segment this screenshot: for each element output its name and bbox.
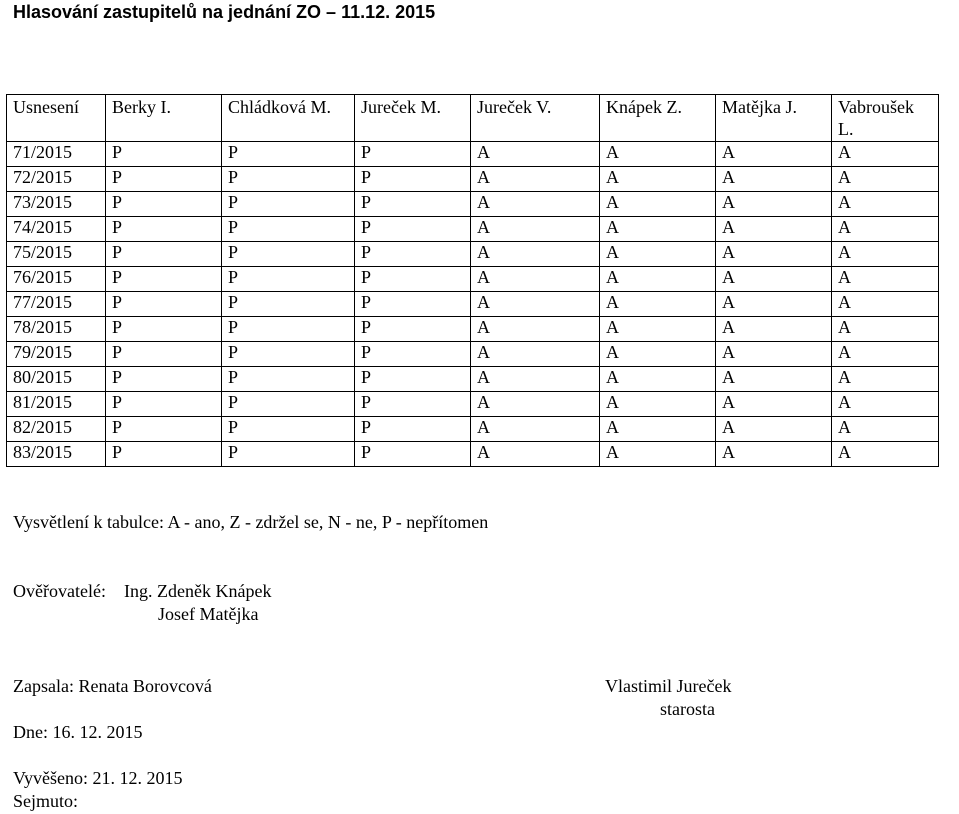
table-row bbox=[7, 367, 939, 392]
vote-cell: A bbox=[600, 292, 716, 317]
vote-cell: A bbox=[716, 367, 832, 392]
vote-cell: A bbox=[471, 142, 600, 167]
vote-cell: A bbox=[832, 367, 939, 392]
vote-cell: A bbox=[716, 242, 832, 267]
table-row bbox=[7, 417, 939, 442]
table-body bbox=[7, 142, 939, 467]
voting-table bbox=[6, 94, 939, 467]
vote-cell: P bbox=[222, 417, 355, 442]
resolution-number-cell: 78/2015 bbox=[7, 317, 106, 342]
vote-cell: P bbox=[222, 142, 355, 167]
vote-cell: A bbox=[600, 392, 716, 417]
resolution-number-cell: 72/2015 bbox=[7, 167, 106, 192]
vote-cell: A bbox=[832, 317, 939, 342]
vote-cell: P bbox=[355, 442, 471, 467]
vote-cell: P bbox=[355, 392, 471, 417]
vote-cell: A bbox=[832, 267, 939, 292]
vote-cell: P bbox=[106, 192, 222, 217]
vote-cell: P bbox=[222, 292, 355, 317]
vote-cell: A bbox=[471, 267, 600, 292]
resolution-number-cell: 80/2015 bbox=[7, 367, 106, 392]
resolution-number-cell: 76/2015 bbox=[7, 267, 106, 292]
vote-cell: P bbox=[222, 217, 355, 242]
vote-cell: A bbox=[471, 242, 600, 267]
vote-cell: P bbox=[106, 292, 222, 317]
vote-cell: A bbox=[471, 392, 600, 417]
resolution-number-cell: 73/2015 bbox=[7, 192, 106, 217]
vote-cell: A bbox=[600, 167, 716, 192]
vote-cell: P bbox=[355, 192, 471, 217]
header-member: Berky I. bbox=[106, 95, 222, 142]
vote-cell: A bbox=[600, 192, 716, 217]
vote-cell: P bbox=[355, 367, 471, 392]
resolution-number-cell: 75/2015 bbox=[7, 242, 106, 267]
vote-cell: P bbox=[222, 317, 355, 342]
vote-cell: P bbox=[355, 242, 471, 267]
vote-cell: A bbox=[716, 317, 832, 342]
vote-cell: P bbox=[355, 342, 471, 367]
resolution-number-cell: 71/2015 bbox=[7, 142, 106, 167]
header-member: Jureček M. bbox=[355, 95, 471, 142]
vote-cell: A bbox=[832, 392, 939, 417]
vote-cell: P bbox=[222, 392, 355, 417]
vote-cell: A bbox=[832, 142, 939, 167]
table-row bbox=[7, 217, 939, 242]
vote-cell: A bbox=[716, 167, 832, 192]
vote-cell: A bbox=[600, 317, 716, 342]
table-row bbox=[7, 192, 939, 217]
vote-cell: A bbox=[716, 142, 832, 167]
signer-role: starosta bbox=[660, 699, 715, 719]
vote-cell: P bbox=[106, 442, 222, 467]
signer-name: Vlastimil Jureček bbox=[605, 676, 732, 696]
vote-cell: P bbox=[222, 442, 355, 467]
table-row bbox=[7, 317, 939, 342]
vote-cell: P bbox=[106, 167, 222, 192]
vote-cell: A bbox=[716, 267, 832, 292]
resolution-number-cell: 79/2015 bbox=[7, 342, 106, 367]
posted-date: Vyvěšeno: 21. 12. 2015 bbox=[13, 768, 183, 788]
removed-date: Sejmuto: bbox=[13, 791, 79, 811]
vote-cell: P bbox=[222, 167, 355, 192]
vote-cell: P bbox=[106, 217, 222, 242]
vote-cell: A bbox=[716, 192, 832, 217]
document-title: Hlasování zastupitelů na jednání ZO – 11.12. 2015 bbox=[13, 2, 436, 22]
vote-cell: A bbox=[716, 292, 832, 317]
resolution-number-cell: 77/2015 bbox=[7, 292, 106, 317]
vote-cell: P bbox=[355, 317, 471, 342]
vote-cell: P bbox=[355, 217, 471, 242]
vote-cell: A bbox=[471, 292, 600, 317]
vote-cell: P bbox=[355, 292, 471, 317]
vote-cell: P bbox=[106, 267, 222, 292]
table-row bbox=[7, 167, 939, 192]
header-member: Matějka J. bbox=[716, 95, 832, 142]
vote-cell: A bbox=[716, 442, 832, 467]
vote-cell: A bbox=[600, 342, 716, 367]
vote-cell: P bbox=[106, 242, 222, 267]
vote-cell: A bbox=[716, 217, 832, 242]
vote-cell: A bbox=[832, 167, 939, 192]
resolution-number-cell: 74/2015 bbox=[7, 217, 106, 242]
vote-cell: A bbox=[471, 367, 600, 392]
vote-cell: P bbox=[222, 192, 355, 217]
vote-cell: A bbox=[471, 417, 600, 442]
document-date: Dne: 16. 12. 2015 bbox=[13, 722, 143, 742]
vote-cell: A bbox=[471, 217, 600, 242]
vote-cell: A bbox=[716, 392, 832, 417]
vote-cell: A bbox=[832, 242, 939, 267]
resolution-number-cell: 81/2015 bbox=[7, 392, 106, 417]
header-member: Chládková M. bbox=[222, 95, 355, 142]
vote-cell: A bbox=[471, 167, 600, 192]
header-member: Jureček V. bbox=[471, 95, 600, 142]
vote-cell: P bbox=[222, 267, 355, 292]
vote-cell: A bbox=[832, 417, 939, 442]
vote-cell: P bbox=[106, 417, 222, 442]
resolution-number-cell: 83/2015 bbox=[7, 442, 106, 467]
table-row bbox=[7, 267, 939, 292]
vote-cell: P bbox=[355, 417, 471, 442]
header-member: Knápek Z. bbox=[600, 95, 716, 142]
vote-cell: A bbox=[600, 267, 716, 292]
vote-cell: P bbox=[222, 242, 355, 267]
vote-cell: P bbox=[106, 317, 222, 342]
vote-cell: A bbox=[716, 342, 832, 367]
vote-cell: A bbox=[832, 192, 939, 217]
vote-cell: A bbox=[832, 342, 939, 367]
vote-cell: P bbox=[355, 142, 471, 167]
vote-cell: A bbox=[471, 192, 600, 217]
table-row bbox=[7, 242, 939, 267]
vote-cell: A bbox=[832, 292, 939, 317]
vote-cell: A bbox=[600, 242, 716, 267]
verifier-name: Ing. Zdeněk Knápek bbox=[124, 581, 272, 601]
header-member: Vabroušek L. bbox=[832, 95, 939, 142]
vote-cell: P bbox=[222, 367, 355, 392]
vote-cell: A bbox=[471, 317, 600, 342]
vote-cell: P bbox=[355, 267, 471, 292]
vote-cell: A bbox=[600, 417, 716, 442]
table-header-row bbox=[7, 95, 939, 142]
table-legend: Vysvětlení k tabulce: A - ano, Z - zdržel se, N - ne, P - nepřítomen bbox=[13, 512, 489, 532]
table-row bbox=[7, 442, 939, 467]
vote-cell: P bbox=[222, 342, 355, 367]
table-row bbox=[7, 142, 939, 167]
table-row bbox=[7, 342, 939, 367]
vote-cell: P bbox=[106, 367, 222, 392]
resolution-number-cell: 82/2015 bbox=[7, 417, 106, 442]
vote-cell: A bbox=[600, 142, 716, 167]
vote-cell: A bbox=[471, 442, 600, 467]
vote-cell: A bbox=[832, 217, 939, 242]
table-row bbox=[7, 292, 939, 317]
table-row bbox=[7, 392, 939, 417]
vote-cell: P bbox=[106, 142, 222, 167]
vote-cell: A bbox=[716, 417, 832, 442]
vote-cell: P bbox=[355, 167, 471, 192]
vote-cell: A bbox=[832, 442, 939, 467]
header-resolution: Usnesení bbox=[7, 95, 106, 142]
vote-cell: A bbox=[600, 367, 716, 392]
vote-cell: A bbox=[600, 217, 716, 242]
verifier-name: Josef Matějka bbox=[158, 604, 259, 624]
vote-cell: A bbox=[471, 342, 600, 367]
verifiers-label: Ověřovatelé: bbox=[13, 581, 106, 601]
vote-cell: A bbox=[600, 442, 716, 467]
vote-cell: P bbox=[106, 342, 222, 367]
recorded-by: Zapsala: Renata Borovcová bbox=[13, 676, 212, 696]
vote-cell: P bbox=[106, 392, 222, 417]
